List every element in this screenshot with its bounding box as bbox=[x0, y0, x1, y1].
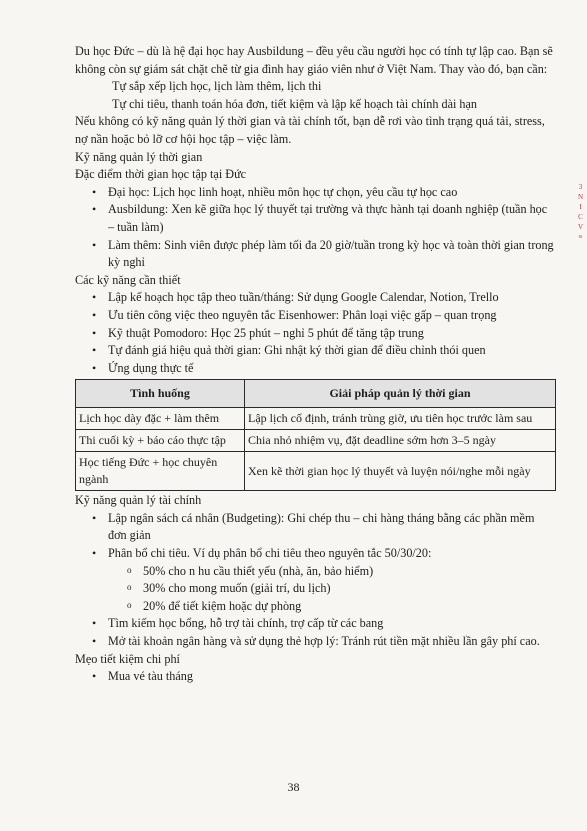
list-item: • Kỹ thuật Pomodoro: Học 25 phút – nghỉ 5 phút để tăng tập trung bbox=[75, 325, 555, 343]
edge-mark: V bbox=[577, 223, 584, 231]
list-item: • Lập kế hoạch học tập theo tuần/tháng: Sử dụng Google Calendar, Notion, Trello bbox=[75, 289, 555, 307]
page-content bbox=[75, 43, 555, 686]
finance-more-list bbox=[75, 615, 555, 650]
list-item: • Mua vé tàu tháng bbox=[75, 668, 555, 686]
table-cell: Xen kẽ thời gian học lý thuyết và luyện nói/nghe mỗi ngày bbox=[245, 452, 556, 491]
list-item: • Làm thêm: Sinh viên được phép làm tối đa 20 giờ/tuần trong kỳ học và toàn thời gian trong kỳ nghỉ bbox=[75, 237, 555, 272]
allocation-list bbox=[75, 563, 555, 616]
intro-line-schedule: Tự sắp xếp lịch học, lịch làm thêm, lịch thi bbox=[112, 79, 322, 94]
table-cell: Chia nhỏ nhiệm vụ, đặt deadline sớm hơn 3–5 ngày bbox=[245, 430, 556, 452]
saving-tips-list bbox=[75, 668, 555, 686]
edge-mark: C bbox=[578, 213, 583, 221]
table-header-row bbox=[76, 380, 556, 408]
table-row bbox=[76, 430, 556, 452]
time-management-heading: Kỹ năng quản lý thời gian bbox=[75, 149, 203, 164]
list-item: • Ausbildung: Xen kẽ giữa học lý thuyết tại trường và thực hành tại doanh nghiệp (tuần học – tuần làm) bbox=[75, 201, 555, 236]
edge-mark: ≡ bbox=[578, 233, 583, 241]
table-header-situation: Tình huống bbox=[76, 380, 245, 408]
table-cell: Thi cuối kỳ + báo cáo thực tập bbox=[76, 430, 245, 452]
table-cell: Lịch học dày đặc + làm thêm bbox=[76, 408, 245, 430]
intro-paragraph: Du học Đức – dù là hệ đại học hay Ausbildung – đều yêu cầu người học có tính tự lập cao. Bạn sẽ không còn sự giám sát chặt chẽ từ gia đình hay giáo viên như ở Việt Nam. Thay vào đó, bạn cần: bbox=[75, 44, 553, 76]
time-solutions-table bbox=[75, 379, 556, 491]
intro-warning: Nếu không có kỹ năng quản lý thời gian và tài chính tốt, bạn dễ rơi vào tình trạng quá tải, stress, nợ nần hoặc bỏ lỡ cơ hội học tập – việc làm. bbox=[75, 114, 545, 146]
list-item bbox=[75, 545, 555, 563]
list-item: o 50% cho n hu cầu thiết yếu (nhà, ăn, bảo hiểm) bbox=[75, 563, 555, 581]
list-item: • Đại học: Lịch học linh hoạt, nhiều môn học tự chọn, yêu cầu tự học cao bbox=[75, 184, 555, 202]
list-item: • Mở tài khoản ngân hàng và sử dụng thẻ hợp lý: Tránh rút tiền mặt nhiều lần gây phí cao. bbox=[75, 633, 555, 651]
list-item: o 30% cho mong muốn (giải trí, du lịch) bbox=[75, 580, 555, 598]
edge-mark: N bbox=[577, 193, 584, 201]
list-item: • Ứng dụng thực tế bbox=[75, 360, 555, 378]
saving-tips-heading: Mẹo tiết kiệm chi phí bbox=[75, 651, 180, 666]
study-features-list bbox=[75, 184, 555, 272]
edge-stamp-fragment bbox=[574, 182, 587, 278]
intro-line-finance: Tự chi tiêu, thanh toán hóa đơn, tiết kiệm và lập kế hoạch tài chính dài hạn bbox=[112, 96, 478, 111]
skills-list bbox=[75, 289, 555, 377]
list-item: • Lập ngân sách cá nhân (Budgeting): Ghi chép thu – chi hàng tháng bằng các phần mềm đơn giản bbox=[75, 510, 555, 545]
study-features-heading: Đặc điểm thời gian học tập tại Đức bbox=[75, 167, 247, 182]
list-item: • Tự đánh giá hiệu quả thời gian: Ghi nhật ký thời gian để điều chỉnh thói quen bbox=[75, 342, 555, 360]
skills-heading: Các kỹ năng cần thiết bbox=[75, 272, 181, 287]
table-cell: Lập lịch cố định, tránh trùng giờ, ưu tiên học trước làm sau bbox=[245, 408, 556, 430]
table-row bbox=[76, 452, 556, 491]
table-header-solution: Giải pháp quản lý thời gian bbox=[245, 380, 556, 408]
edge-mark: 3 bbox=[578, 183, 583, 191]
allocation-intro: Phân bổ chi tiêu. Ví dụ phân bổ chi tiêu theo nguyên tắc 50/30/20: bbox=[108, 546, 432, 561]
page-number: 38 bbox=[287, 780, 300, 794]
table-row bbox=[76, 408, 556, 430]
edge-mark: I bbox=[579, 203, 582, 211]
finance-heading: Kỹ năng quản lý tài chính bbox=[75, 493, 202, 508]
list-item: • Tìm kiếm học bổng, hỗ trợ tài chính, trợ cấp từ các bang bbox=[75, 615, 555, 633]
finance-list bbox=[75, 510, 555, 563]
list-item: o 20% để tiết kiệm hoặc dự phòng bbox=[75, 598, 555, 616]
list-item: • Ưu tiên công việc theo nguyên tắc Eisenhower: Phân loại việc gấp – quan trọng bbox=[75, 307, 555, 325]
table-cell: Học tiếng Đức + học chuyên ngành bbox=[76, 452, 245, 491]
